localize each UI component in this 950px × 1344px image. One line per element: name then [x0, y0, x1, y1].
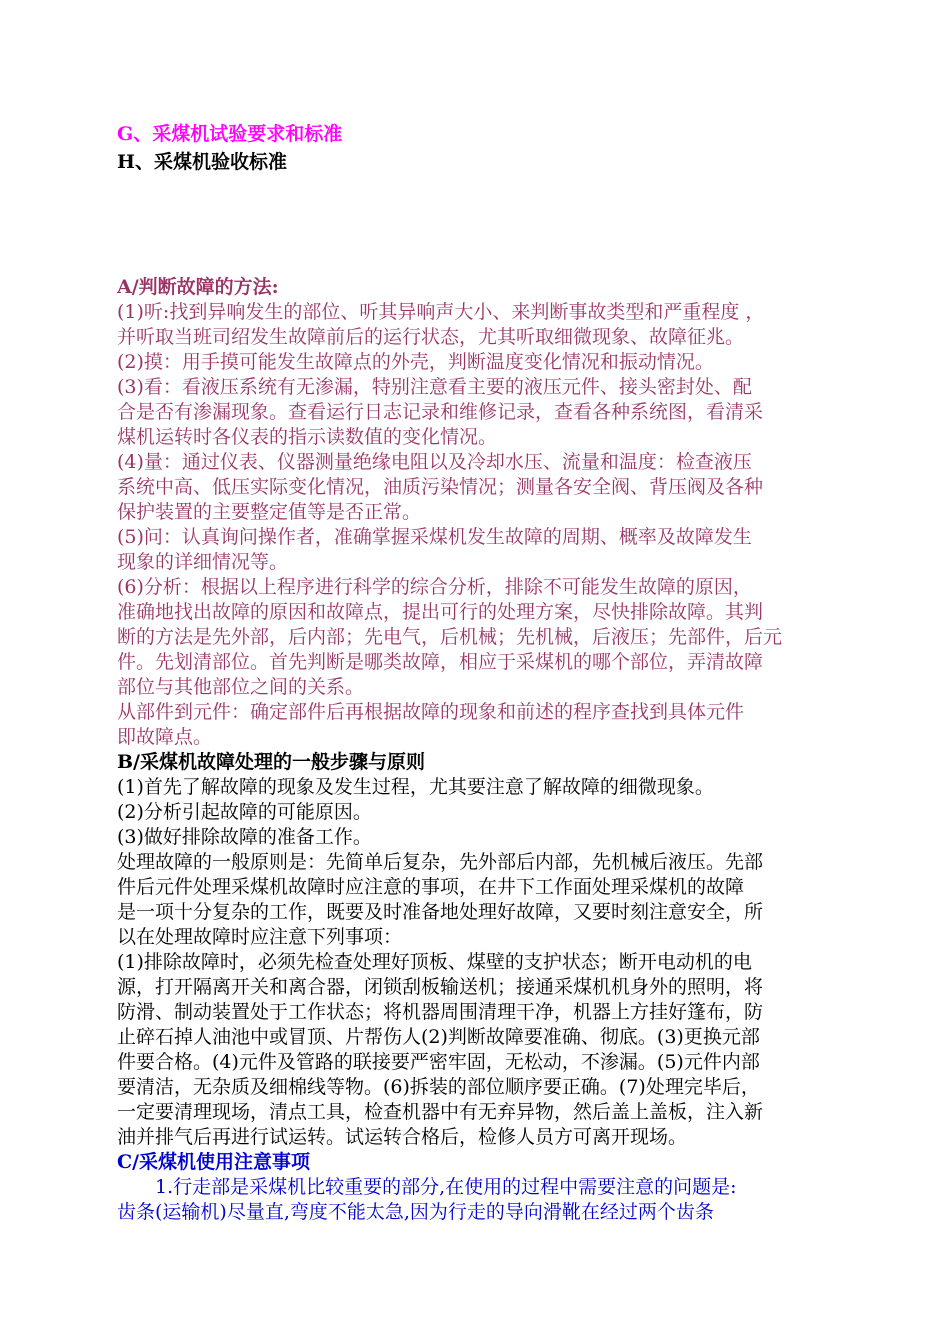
paragraph-line: (6)分析：根据以上程序进行科学的综合分析，排除不可能发生故障的原因， — [117, 576, 752, 598]
paragraph-line: 1.行走部是采煤机比较重要的部分,在使用的过程中需要注意的问题是: — [117, 1176, 737, 1198]
paragraph-line: 件要合格。(4)元件及管路的联接要严密牢固，无松动，不渗漏。(5)元件内部 — [117, 1051, 760, 1073]
paragraph-line: 齿条(运输机)尽量直,弯度不能太急,因为行走的导向滑靴在经过两个齿条 — [117, 1201, 714, 1223]
heading-g: G、采煤机试验要求和标准 — [117, 123, 343, 145]
paragraph-line: (4)量：通过仪表、仪器测量绝缘电阻以及冷却水压、流量和温度：检查液压 — [117, 451, 752, 473]
paragraph-line: 从部件到元件：确定部件后再根据故障的现象和前述的程序查找到具体元件 — [117, 701, 745, 723]
paragraph-line: 断的方法是先外部，后内部；先电气，后机械；先机械，后液压；先部件，后元 — [117, 626, 783, 648]
paragraph-line: 要清洁，无杂质及细棉线等物。(6)拆装的部位顺序要正确。(7)处理完毕后， — [117, 1076, 760, 1098]
section-b-title: B/采煤机故障处理的一般步骤与原则 — [117, 751, 425, 773]
paragraph-line: 是一项十分复杂的工作，既要及时准备地处理好故障，又要时刻注意安全，所 — [117, 901, 764, 923]
paragraph-line: (1)首先了解故障的现象及发生过程，尤其要注意了解故障的细微现象。 — [117, 776, 714, 798]
paragraph-line: (1)听:找到异响发生的部位、听其异响声大小、来判断事故类型和严重程度 ， — [117, 301, 765, 323]
paragraph-line: 煤机运转时各仪表的指示读数值的变化情况。 — [117, 426, 498, 448]
section-a-title: A/判断故障的方法: — [117, 276, 279, 298]
paragraph-line: 一定要清理现场，清点工具，检查机器中有无弃异物，然后盖上盖板，注入新 — [117, 1101, 764, 1123]
paragraph-line: 源，打开隔离开关和离合器，闭锁刮板输送机；接通采煤机机身外的照明，将 — [117, 976, 764, 998]
heading-h: H、采煤机验收标准 — [117, 151, 287, 173]
paragraph-line: (2)摸：用手摸可能发生故障点的外壳，判断温度变化情况和振动情况。 — [117, 351, 714, 373]
paragraph-line: 现象的详细情况等。 — [117, 551, 289, 573]
paragraph-line: 部位与其他部位之间的关系。 — [117, 676, 365, 698]
paragraph-line: (5)问：认真询问操作者，准确掌握采煤机发生故障的周期、概率及故障发生 — [117, 526, 752, 548]
paragraph-line: 准确地找出故障的原因和故障点，提出可行的处理方案，尽快排除故障。其判 — [117, 601, 764, 623]
paragraph-line: (3)做好排除故障的准备工作。 — [117, 826, 372, 848]
paragraph-line: 件后元件处理采煤机故障时应注意的事项，在井下工作面处理采煤机的故障 — [117, 876, 745, 898]
paragraph-line: 止碎石掉人油池中或冒顶、片帮伤人(2)判断故障要准确、彻底。(3)更换元部 — [117, 1026, 760, 1048]
paragraph-line: 系统中高、低压实际变化情况，油质污染情况；测量各安全阀、背压阀及各种 — [117, 476, 764, 498]
paragraph-line: 合是否有渗漏现象。查看运行日志记录和维修记录，查看各种系统图，看清采 — [117, 401, 764, 423]
paragraph-line: (1)排除故障时，必须先检查处理好顶板、煤壁的支护状态；断开电动机的电 — [117, 951, 752, 973]
paragraph-line: 并听取当班司绍发生故障前后的运行状态，尤其听取细微现象、故障征兆。 — [117, 326, 745, 348]
paragraph-line: 保护装置的主要整定值等是否正常。 — [117, 501, 422, 523]
paragraph-line: (2)分析引起故障的可能原因。 — [117, 801, 372, 823]
paragraph-line: 件。先划清部位。首先判断是哪类故障，相应于采煤机的哪个部位，弄清故障 — [117, 651, 764, 673]
paragraph-line: 油并排气后再进行试运转。试运转合格后，检修人员方可离开现场。 — [117, 1126, 688, 1148]
paragraph-line: 处理故障的一般原则是：先简单后复杂，先外部后内部，先机械后液压。先部 — [117, 851, 764, 873]
paragraph-line: (3)看：看液压系统有无渗漏，特别注意看主要的液压元件、接头密封处、配 — [117, 376, 752, 398]
paragraph-line: 即故障点。 — [117, 726, 213, 748]
section-c-title: C/采煤机使用注意事项 — [117, 1151, 311, 1173]
paragraph-line: 防滑、制动装置处于工作状态；将机器周围清理干净，机器上方挂好篷布，防 — [117, 1001, 764, 1023]
paragraph-line: 以在处理故障时应注意下列事项： — [117, 926, 403, 948]
